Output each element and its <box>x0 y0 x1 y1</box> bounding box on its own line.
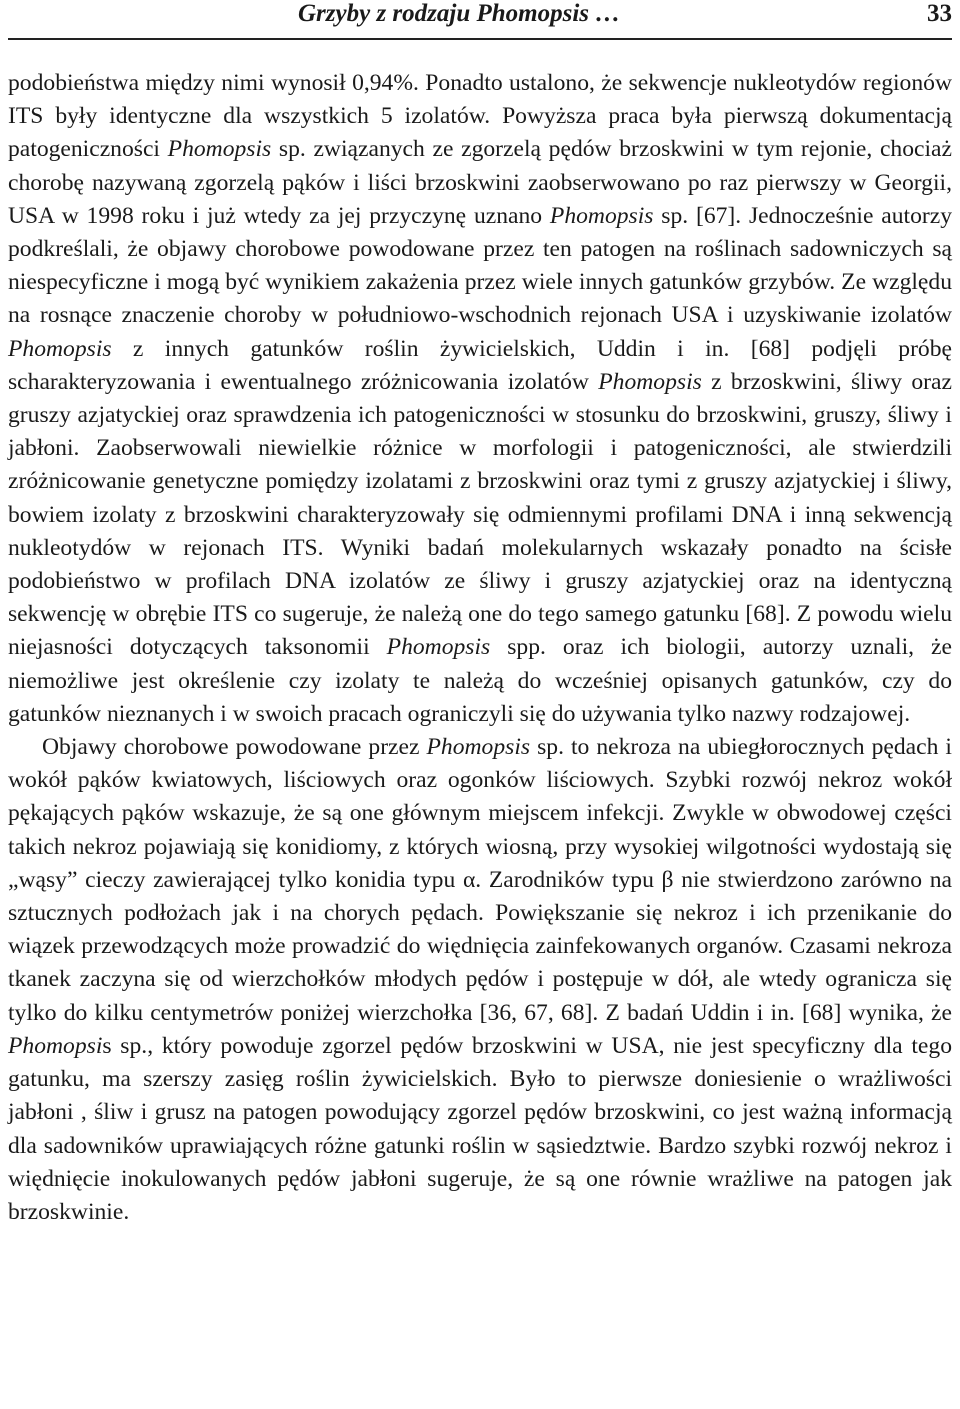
text-segment: podobieństwa między nimi wynosił 0,94%. Ponadto ustalono, że sekwencje nukleotydów regionów ITS były identyczne dla wszystkich 5 izolatów. Powyższa praca była pierwszą dokumentacją patogeniczności <box>8 70 952 163</box>
text-segment: z brzoskwini, śliwy oraz gruszy azjatyckiej oraz sprawdzenia ich patogeniczności w stosunku do brzoskwini, gruszy, śliwy i jabłoni. Zaobserwowali niewielkie różnice w morfologii i patogeniczności, ale stwierdzili zróżnicowanie genetyczne pomiędzy izolatami z brzoskwini oraz tymi z gruszy azjatyckiej i śliwy, bowiem izolaty z brzoskwini charakteryzowały się odmiennymi profilami DNA i inną sekwencją nukleotydów w rejonach ITS. Wyniki badań molekularnych wskazały ponadto na ścisłe podobieństwo w profilach DNA izolatów ze śliwy i gruszy azjatyckiej oraz na identyczną sekwencję w obrębie ITS co sugeruje, że należą one do tego samego gatunku [68]. Z powodu wielu niejasności dotyczących taksonomii <box>8 368 952 661</box>
genus-name: Phomopsis <box>549 202 654 229</box>
text-segment: sp. związanych ze zgorzelą pędów brzoskwini w tym rejonie, chociaż chorobę nazywaną zgorzelą pąków i liści brzoskwini zaobserwowano po raz pierwszy w Georgii, USA w 1998 roku i już wtedy za jej przyczynę uznano <box>8 136 952 229</box>
text-segment: spp. oraz ich biologii, autorzy uznali, że niemożliwe jest określenie czy izolaty te należą do wcześniej opisanych gatunków, czy do gatunków nieznanych i w swoich pracach ograniczyli się do używania tylko nazwy rodzajowej. <box>8 634 952 727</box>
page <box>8 0 952 1229</box>
running-header <box>8 0 952 40</box>
genus-name: Phomopsi <box>8 1032 103 1059</box>
paragraph-2 <box>8 731 952 1229</box>
genus-name: Phomopsis <box>386 634 491 661</box>
text-segment: sp. to nekroza na ubiegłorocznych pędach i wokół pąków kwiatowych, liściowych oraz ogonków liściowych. Szybki rozwój nekroz wokół pękających pąków wskazuje, że są one głównym miejscem infekcji. Zwykle w obwodowej części takich nekroz pojawiają się konidiomy, z których wiosną, przy wysokiej wilgotności wydostają się „wąsy” cieczy zawierającej tylko konidia typu α. Zarodników typu β nie stwierdzono zarówno na sztucznych podłożach jak i na chorych pędach. Powiększanie się nekroz i ich przenikanie do wiązek przewodzących może prowadzić do więdnięcia zainfekowanych organów. Czasami nekroza tkanek zaczyna się od wierzchołków młodych pędów i postępuje w dół, ale wtedy ogranicza się tylko do kilku centymetrów poniżej wierzchołka [36, 67, 68]. Z badań Uddin i in. [68] wynika, że <box>8 734 952 1026</box>
genus-name: Phomopsis <box>8 335 112 362</box>
text-segment: Objawy chorobowe powodowane przez <box>42 734 427 761</box>
genus-name: Phomopsis <box>426 734 531 761</box>
paragraph-1 <box>8 67 952 731</box>
text-segment: z innych gatunków roślin żywicielskich, Uddin i in. [68] podjęli próbę scharakteryzowania i ewentualnego zróżnicowania izolatów <box>8 335 952 395</box>
text-segment: sp. [67]. Jednocześnie autorzy podkreślali, że objawy chorobowe powodowane przez ten patogen na roślinach sadowniczych są niespecyficzne i mogą być wynikiem zakażenia przez wiele innych gatunków grzybów. Ze względu na rosnące znaczenie choroby w południowo-wschodnich rejonach USA i uzyskiwanie izolatów <box>8 202 953 329</box>
article-body <box>8 67 952 1229</box>
text-segment: s sp., który powoduje zgorzel pędów brzoskwini w USA, nie jest specyficzny dla tego gatunku, ma szerszy zasięg roślin żywicielskich. Było to pierwsze doniesienie o wrażliwości jabłoni , śliw i grusz na patogen powodujący zgorzel pędów brzoskwini, co jest ważną informacją dla sadowników uprawiających różne gatunki roślin w sąsiedztwie. Bardzo szybki rozwój nekroz i więdnięcie inokulowanych pędów jabłoni sugeruje, że są one równie wrażliwe na patogen jak brzoskwinie. <box>8 1032 952 1225</box>
page-number: 33 <box>927 0 952 27</box>
genus-name: Phomopsis <box>598 368 702 395</box>
genus-name: Phomopsis <box>167 136 272 163</box>
running-title: Grzyby z rodzaju Phomopsis … <box>298 0 621 27</box>
